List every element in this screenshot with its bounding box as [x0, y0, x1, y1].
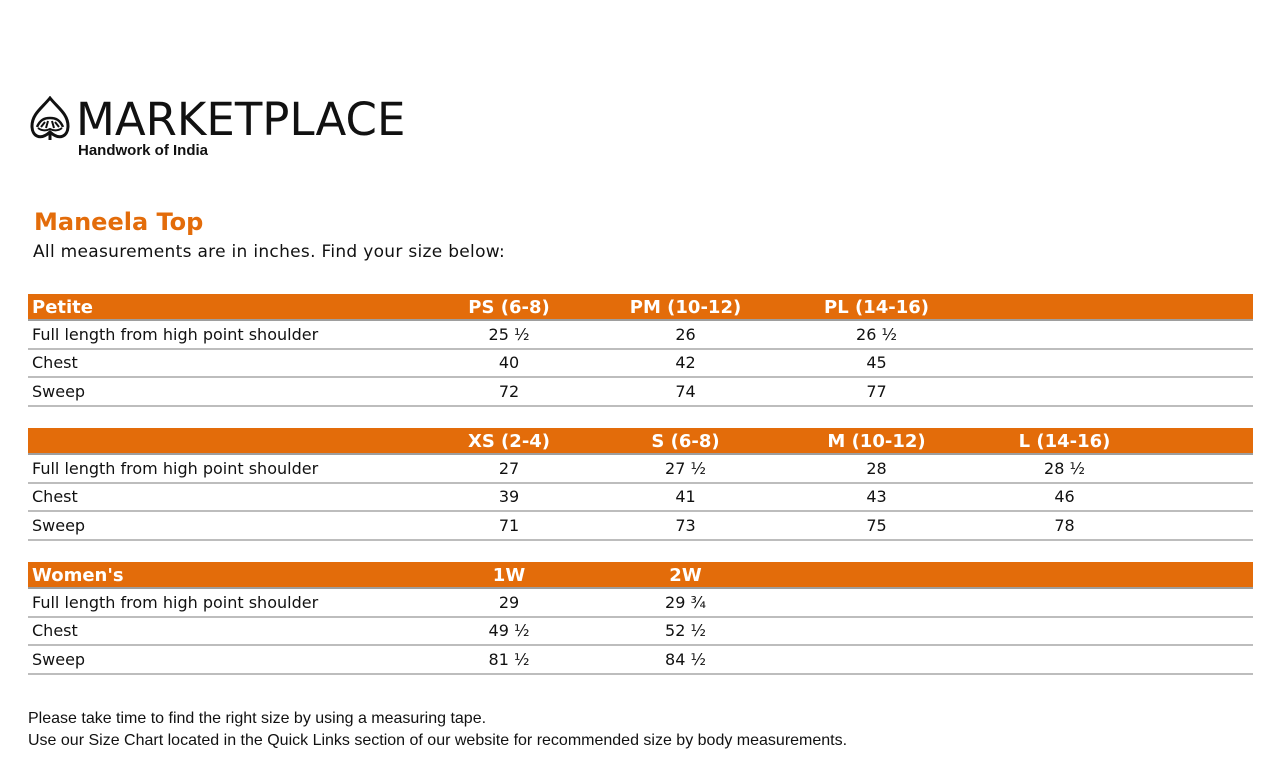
measurement-value — [980, 645, 1149, 674]
table-row — [28, 483, 1253, 512]
measurement-value: 73 — [598, 511, 773, 540]
measurement-label: Sweep — [28, 645, 420, 674]
measurement-value — [980, 320, 1149, 349]
row-spacer — [1149, 320, 1253, 349]
measurement-value: 43 — [773, 483, 980, 512]
header-spacer — [1149, 428, 1253, 454]
row-spacer — [1149, 511, 1253, 540]
measurement-value: 75 — [773, 511, 980, 540]
brand-name: MARKETPLACE — [76, 93, 406, 146]
leaf-logo-icon — [28, 96, 72, 142]
measurement-value: 46 — [980, 483, 1149, 512]
measurement-label: Chest — [28, 483, 420, 512]
measurement-value — [773, 645, 980, 674]
measurement-value: 27 — [420, 454, 598, 483]
footnote-measuring-tape: Please take time to find the right size by using a measuring tape. — [28, 710, 487, 727]
table-row — [28, 349, 1253, 378]
table-header-row — [28, 428, 1253, 454]
brand-tagline: Handwork of India — [78, 142, 209, 159]
measurement-value: 40 — [420, 349, 598, 378]
measurement-label: Sweep — [28, 511, 420, 540]
header-spacer — [1149, 294, 1253, 320]
measurement-value: 28 ½ — [980, 454, 1149, 483]
measurement-value: 71 — [420, 511, 598, 540]
row-spacer — [1149, 645, 1253, 674]
measurement-value: 78 — [980, 511, 1149, 540]
size-header: S (6-8) — [598, 428, 773, 454]
size-header — [773, 562, 980, 588]
row-spacer — [1149, 454, 1253, 483]
measurement-value: 52 ½ — [598, 617, 773, 646]
measurement-value: 26 — [598, 320, 773, 349]
measurement-value: 81 ½ — [420, 645, 598, 674]
row-spacer — [1149, 349, 1253, 378]
row-spacer — [1149, 377, 1253, 406]
group-label: Women's — [28, 562, 420, 588]
row-spacer — [1149, 483, 1253, 512]
size-header: PM (10-12) — [598, 294, 773, 320]
size-header — [980, 294, 1149, 320]
measurement-value: 27 ½ — [598, 454, 773, 483]
measurement-value: 25 ½ — [420, 320, 598, 349]
brand-logo — [28, 93, 406, 159]
measurement-value: 29 — [420, 588, 598, 617]
size-header: PL (14-16) — [773, 294, 980, 320]
size-header: M (10-12) — [773, 428, 980, 454]
measurement-value: 41 — [598, 483, 773, 512]
size-table-womens — [28, 562, 1253, 675]
group-label: Petite — [28, 294, 420, 320]
header-spacer — [1149, 562, 1253, 588]
footnote-size-chart: Use our Size Chart located in the Quick Links section of our website for recommended size by body measurements. — [28, 732, 848, 749]
table-row — [28, 377, 1253, 406]
measurement-value — [980, 377, 1149, 406]
size-header: 2W — [598, 562, 773, 588]
table-row — [28, 588, 1253, 617]
measurement-value: 45 — [773, 349, 980, 378]
size-header: PS (6-8) — [420, 294, 598, 320]
size-table-petite — [28, 294, 1253, 407]
size-header — [980, 562, 1149, 588]
size-header: 1W — [420, 562, 598, 588]
measurement-value — [980, 617, 1149, 646]
table-row — [28, 320, 1253, 349]
measurement-value — [980, 588, 1149, 617]
size-header: XS (2-4) — [420, 428, 598, 454]
measurement-note: All measurements are in inches. Find your size below: — [33, 242, 506, 262]
group-label — [28, 428, 420, 454]
measurement-value: 42 — [598, 349, 773, 378]
measurement-label: Chest — [28, 617, 420, 646]
measurement-value: 84 ½ — [598, 645, 773, 674]
measurement-label: Sweep — [28, 377, 420, 406]
measurement-value — [773, 588, 980, 617]
product-title: Maneela Top — [34, 208, 204, 236]
size-header: L (14-16) — [980, 428, 1149, 454]
measurement-label: Full length from high point shoulder — [28, 454, 420, 483]
measurement-value: 29 ¾ — [598, 588, 773, 617]
measurement-value: 74 — [598, 377, 773, 406]
measurement-value: 39 — [420, 483, 598, 512]
measurement-value — [980, 349, 1149, 378]
measurement-value: 72 — [420, 377, 598, 406]
table-header-row — [28, 294, 1253, 320]
measurement-label: Full length from high point shoulder — [28, 588, 420, 617]
table-row — [28, 454, 1253, 483]
measurement-value — [773, 617, 980, 646]
table-header-row — [28, 562, 1253, 588]
measurement-label: Chest — [28, 349, 420, 378]
row-spacer — [1149, 588, 1253, 617]
table-row — [28, 511, 1253, 540]
measurement-value: 28 — [773, 454, 980, 483]
size-table-misses — [28, 428, 1253, 541]
measurement-value: 77 — [773, 377, 980, 406]
table-row — [28, 645, 1253, 674]
row-spacer — [1149, 617, 1253, 646]
measurement-label: Full length from high point shoulder — [28, 320, 420, 349]
table-row — [28, 617, 1253, 646]
measurement-value: 26 ½ — [773, 320, 980, 349]
measurement-value: 49 ½ — [420, 617, 598, 646]
